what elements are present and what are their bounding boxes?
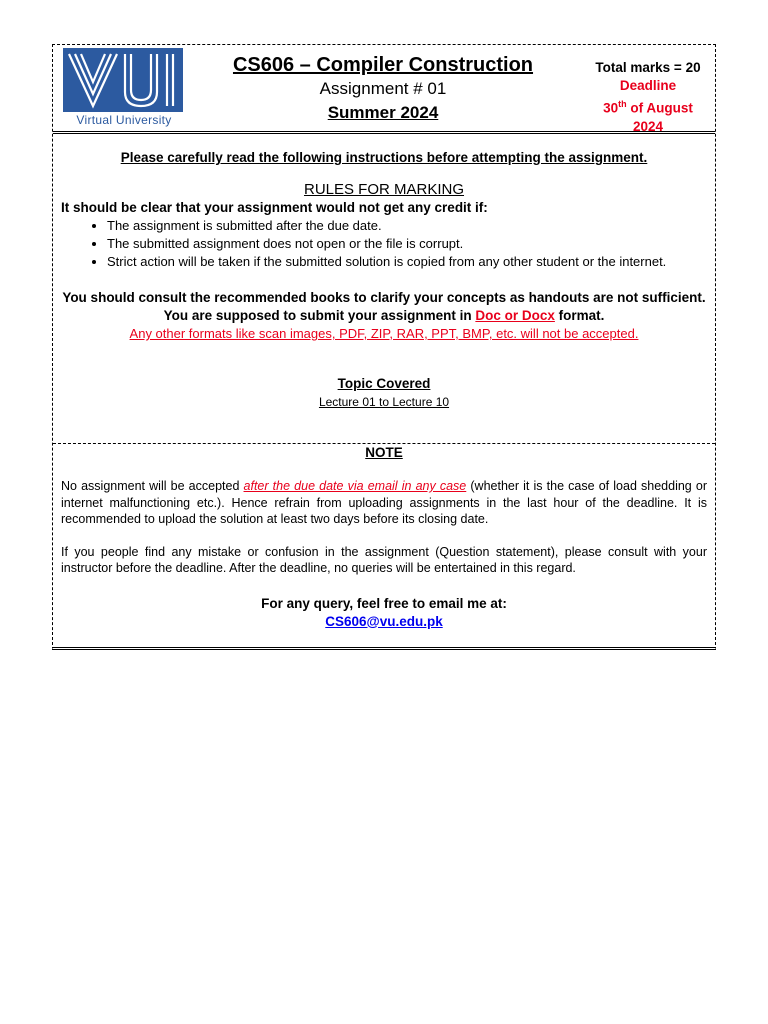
note-p1-pre: No assignment will be accepted [61,479,244,493]
semester: Summer 2024 [327,103,439,122]
not-accepted-notice: Any other formats like scan images, PDF, ZIP, RAR, PPT, BMP, etc. will not be accepted. [129,326,639,341]
title-block [203,53,563,125]
consult-line: You should consult the recommended books to clarify your concepts as handouts are not sufficient. [62,290,706,305]
deadline-suffix: th [618,99,627,109]
submit-pre: You are supposed to submit your assignment in [163,308,476,323]
note-paragraph-1 [61,478,707,528]
contact-email-link[interactable]: CS606@vu.edu.pk [325,613,443,629]
header [53,45,715,134]
rule-item: • The assignment is submitted after the due date. [107,217,707,235]
note-paragraph-2: If you people find any mistake or confusion in the assignment (Question statement), please consult with your instructor before the deadline. After the deadline, no queries will be entertained in this regard. [61,544,707,575]
assignment-frame [52,44,716,650]
instructions-section [53,150,715,647]
submit-post: format. [554,308,605,323]
rule-item: • Strict action will be taken if the submitted solution is copied from any other student or the internet. [107,253,707,271]
marks-block [583,59,713,136]
deadline-date [583,95,713,118]
course-title: CS606 – Compiler Construction [232,54,534,76]
vu-logo-mark [63,48,183,112]
note-p1-emphasis: after the due date via email in any case [243,479,467,493]
deadline-day: 30 [603,100,619,116]
bottom-spacer [61,631,707,647]
topic-heading: Topic Covered [337,376,431,391]
logo-caption: Virtual University [76,113,172,127]
submit-format-line [61,307,707,325]
assignment-number: Assignment # 01 [319,79,447,98]
deadline-label: Deadline [619,78,677,93]
rules-list [61,217,707,271]
rules-lead: It should be clear that your assignment would not get any credit if: [61,200,488,215]
deadline-year: 2024 [632,118,664,134]
note-p1-post: (whether it is the case of load shedding or internet malfunctioning etc.). Hence refrain from uploading assignments in the last hour of the deadline. It is recommended to upload the solution at least two days before its closing date. [61,479,708,526]
note-heading: NOTE [365,445,403,460]
vu-logo-icon [63,48,183,112]
rule-item: • The submitted assignment does not open or the file is corrupt. [107,235,707,253]
rules-title: RULES FOR MARKING [303,181,465,198]
deadline-month: of August [626,100,693,116]
total-marks: Total marks = 20 [595,60,701,75]
query-line: For any query, feel free to email me at: [261,595,507,611]
topic-range: Lecture 01 to Lecture 10 [318,395,450,409]
submit-format-link[interactable]: Doc or Docx [475,308,555,323]
vu-logo [63,48,185,128]
instructions-heading: Please carefully read the following instructions before attempting the assignment. [120,150,648,165]
